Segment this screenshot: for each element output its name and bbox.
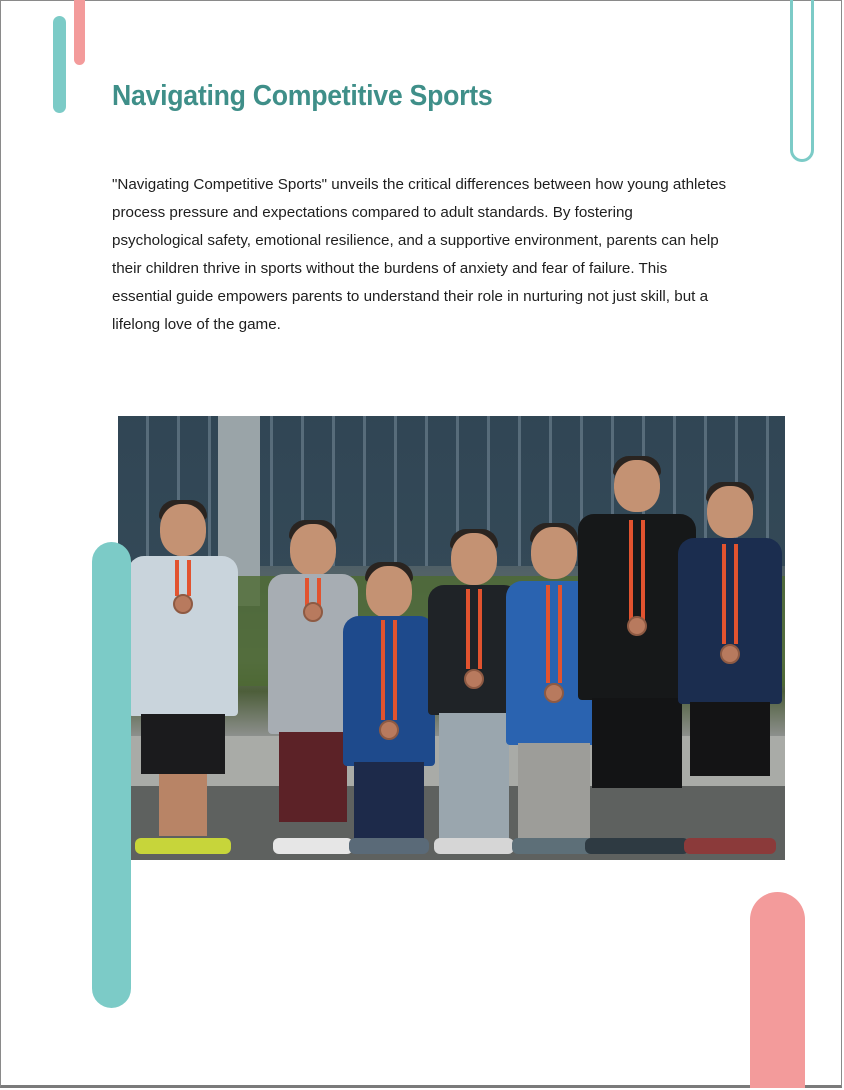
teal-outline-accent-right <box>790 0 814 162</box>
pink-accent-bar-top <box>74 0 85 65</box>
pink-accent-bar-bottom <box>750 892 805 1088</box>
teal-accent-bar-top <box>53 16 66 113</box>
intro-paragraph: "Navigating Competitive Sports" unveils the critical differences between how young athletes process pressure and expectations compared to adult standards. By fostering psychological safety, emotional resilience, and a supportive environment, parents can help their children thrive in sports without the burdens of anxiety and fear of failure. This essential guide empowers parents to understand their role in nurturing not just skill, but a lifelong love of the game. <box>112 176 727 333</box>
photo-boys-with-medals <box>118 416 785 860</box>
teal-accent-bar-left <box>92 542 131 1008</box>
page-title: Navigating Competitive Sports <box>112 80 493 112</box>
